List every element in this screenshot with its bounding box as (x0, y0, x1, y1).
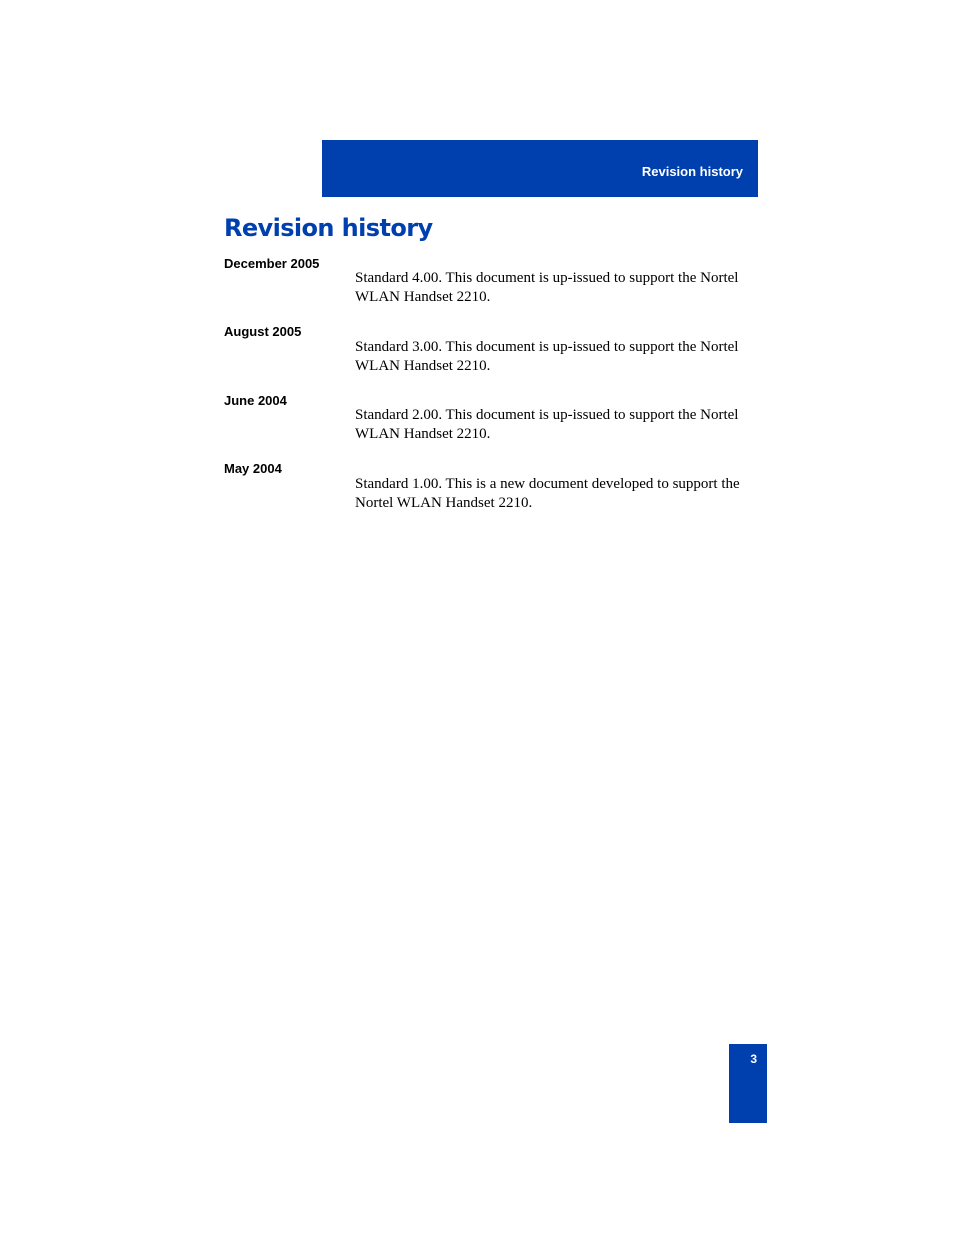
revision-description: Standard 2.00. This document is up-issued to support the Nortel WLAN Handset 2210. (355, 407, 739, 442)
revision-date: August 2005 (224, 324, 302, 339)
revision-description: Standard 3.00. This document is up-issued to support the Nortel WLAN Handset 2210. (355, 339, 739, 374)
header-section-label: Revision history (641, 164, 743, 179)
page-title: Revision history (224, 214, 433, 242)
page-number-tab (729, 1044, 767, 1123)
revision-date: June 2004 (224, 393, 287, 408)
revision-date: May 2004 (224, 461, 282, 476)
header-band (322, 140, 758, 197)
revision-description: Standard 4.00. This document is up-issued to support the Nortel WLAN Handset 2210. (355, 270, 739, 305)
page-number: 3 (750, 1052, 757, 1066)
revision-description: Standard 1.00. This is a new document developed to support the Nortel WLAN Handset 2210. (355, 476, 740, 511)
revision-date: December 2005 (224, 256, 320, 271)
